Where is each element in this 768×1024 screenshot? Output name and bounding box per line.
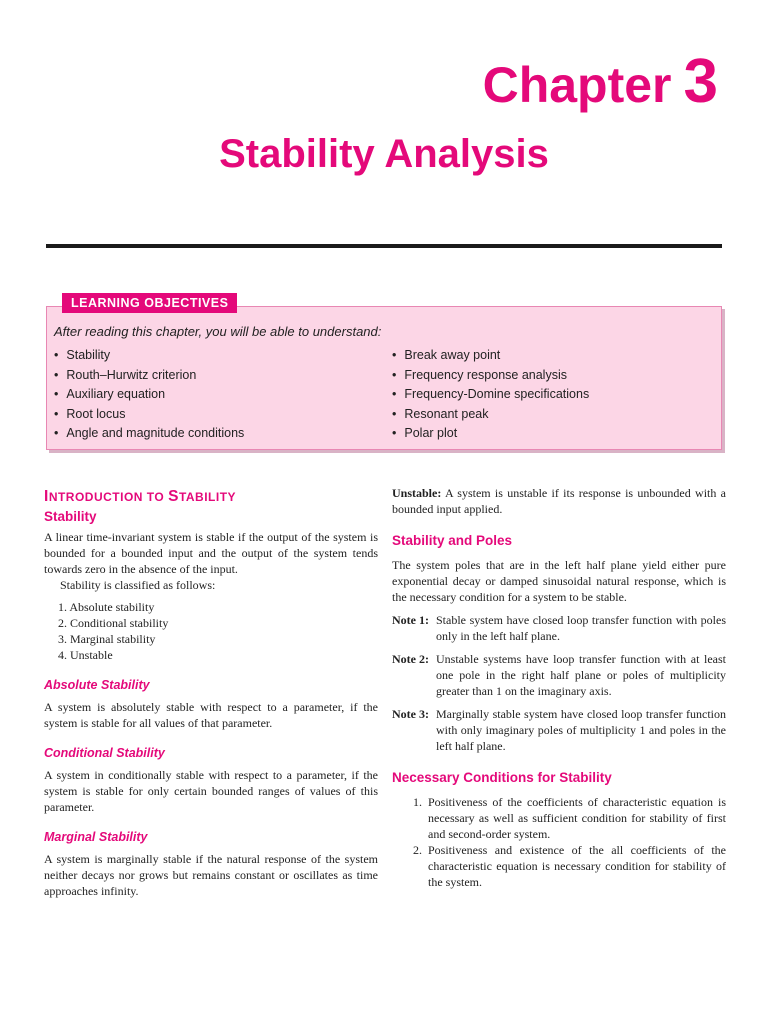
list-item: 3. Marginal stability	[58, 632, 156, 646]
note-text: Marginally stable system have closed loop transfer function with only imaginary poles of multiplicity 1 and poles in the left half plane.	[436, 707, 726, 753]
objective-item: • Resonant peak	[392, 405, 589, 425]
unstable-text: A system is unstable if its response is unbounded with a bounded input applied.	[392, 486, 726, 516]
learning-objectives-tab: LEARNING OBJECTIVES	[62, 293, 237, 313]
section-heading-introduction	[44, 489, 378, 505]
left-column	[44, 485, 378, 899]
objective-item: • Stability	[54, 346, 244, 366]
heading-initial: S	[168, 488, 179, 505]
list-item: 1. Absolute stability	[58, 600, 155, 614]
list-number: 2.	[413, 843, 422, 857]
objective-item: • Polar plot	[392, 424, 589, 444]
heading-rest: TABILITY	[178, 490, 237, 504]
chapter-title: Stability Analysis	[219, 132, 549, 176]
right-column	[392, 485, 726, 890]
stability-poles-heading: Stability and Poles	[392, 533, 513, 548]
objective-item: • Break away point	[392, 346, 589, 366]
list-text: Positiveness of the coefficients of characteristic equation is necessary as well as sufficient condition for stability of first and second-order system.	[428, 795, 726, 841]
stability-paragraph: A linear time-invariant system is stable if the output of the system is bounded for a bounded input and the output of the system tends towards zero in the absence of the input.	[44, 530, 378, 576]
learning-objectives-intro: After reading this chapter, you will be able to understand:	[54, 324, 382, 339]
list-text: Positiveness and existence of the all coefficients of the characteristic equation is necessary condition for stability of the system.	[428, 843, 726, 889]
note-label: Note 3:	[392, 707, 429, 721]
note-text: Stable system have closed loop transfer function with poles only in the left half plane.	[436, 613, 726, 643]
unstable-label: Unstable:	[392, 486, 442, 500]
note-text: Unstable systems have loop transfer function with at least one pole in the right half plane or poles of multiplicity greater than 1 on the imaginary axis.	[436, 652, 726, 698]
marginal-stability-paragraph: A system is marginally stable if the natural response of the system neither decays nor grows but remains constant or oscillates as time approaches infinity.	[44, 852, 378, 898]
objective-item: • Frequency response analysis	[392, 366, 589, 386]
list-item: 2. Conditional stability	[58, 616, 169, 630]
necessary-conditions-list	[392, 794, 726, 890]
objectives-list-right	[392, 346, 589, 444]
chapter-word: Chapter	[482, 57, 672, 113]
heading-rest: NTRODUCTION TO	[48, 490, 169, 504]
stability-poles-paragraph: The system poles that are in the left half plane yield either pure exponential decay or damped sinusoidal natural response, which is the necessary condition for a system to be stable.	[392, 558, 726, 604]
classified-paragraph: Stability is classified as follows:	[60, 578, 216, 592]
list-item	[392, 794, 726, 842]
objective-item: • Routh–Hurwitz criterion	[54, 366, 244, 386]
conditional-stability-heading: Conditional Stability	[44, 746, 165, 760]
classification-list	[44, 599, 378, 663]
objective-item: • Frequency-Domine specifications	[392, 385, 589, 405]
note-1	[392, 612, 726, 644]
absolute-stability-paragraph: A system is absolutely stable with respect to a parameter, if the system is stable for all values of that parameter.	[44, 700, 378, 730]
objective-item: • Angle and magnitude conditions	[54, 424, 244, 444]
heading-initial: I	[44, 488, 49, 505]
note-label: Note 1:	[392, 613, 429, 627]
note-3	[392, 706, 726, 754]
objectives-list-left	[54, 346, 244, 444]
absolute-stability-heading: Absolute Stability	[44, 678, 150, 692]
list-number: 1.	[413, 795, 422, 809]
note-2	[392, 651, 726, 699]
conditional-stability-paragraph: A system in conditionally stable with respect to a parameter, if the system is stable for only certain bounded ranges of values of this parameter.	[44, 768, 378, 814]
necessary-conditions-heading: Necessary Conditions for Stability	[392, 770, 612, 785]
title-rule	[46, 244, 722, 248]
objective-item: • Root locus	[54, 405, 244, 425]
marginal-stability-heading: Marginal Stability	[44, 830, 148, 844]
objective-item: • Auxiliary equation	[54, 385, 244, 405]
note-label: Note 2:	[392, 652, 429, 666]
unstable-paragraph	[392, 485, 726, 517]
list-item	[392, 842, 726, 890]
list-item: 4. Unstable	[58, 648, 113, 662]
chapter-number: 3	[683, 47, 718, 116]
chapter-heading	[483, 46, 718, 117]
stability-heading: Stability	[44, 509, 97, 524]
